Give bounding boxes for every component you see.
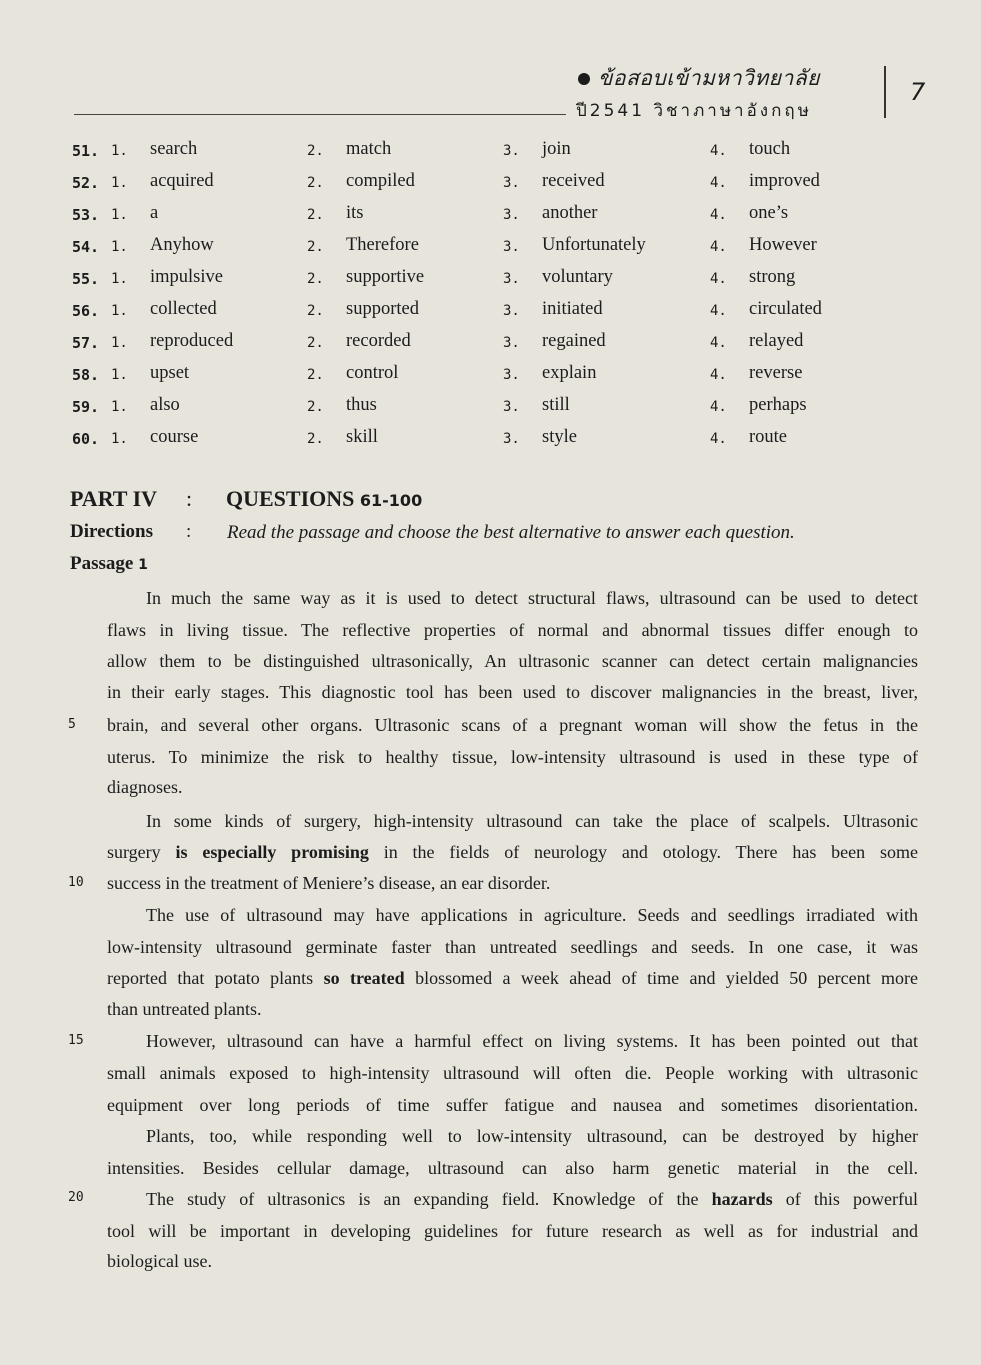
passage-line: intensities. Besides cellular damage, ultrasound can also harm genetic material in the cell. — [107, 1158, 918, 1178]
choice-option: Therefore — [346, 235, 419, 255]
choice-number: 2. — [307, 399, 324, 415]
choice-number: 2. — [307, 303, 324, 319]
question-row — [0, 427, 981, 455]
choice-number: 2. — [307, 143, 324, 159]
choice-option: relayed — [749, 331, 804, 351]
choice-option: strong — [749, 267, 796, 287]
line-number: 15 — [68, 1033, 84, 1048]
choice-number: 3. — [503, 303, 520, 319]
choice-number: 2. — [307, 239, 324, 255]
question-row — [0, 139, 981, 167]
choice-number: 3. — [503, 207, 520, 223]
choice-option: reverse — [749, 363, 803, 383]
choice-number: 2. — [307, 367, 324, 383]
choice-number: 4. — [710, 367, 727, 383]
choice-option: route — [749, 427, 788, 447]
choice-option: improved — [749, 171, 820, 191]
choice-option: thus — [346, 395, 377, 415]
choice-number: 3. — [503, 399, 520, 415]
emphasized-phrase: so treated — [323, 968, 405, 988]
question-number: 51. — [72, 142, 100, 160]
passage-line: than untreated plants. — [107, 999, 262, 1019]
choice-number: 3. — [503, 335, 520, 351]
choice-option: one’s — [749, 203, 789, 223]
choice-option: search — [150, 139, 198, 159]
choice-number: 4. — [710, 399, 727, 415]
question-row — [0, 203, 981, 231]
choice-option: skill — [346, 427, 378, 447]
choice-number: 3. — [503, 239, 520, 255]
choice-option: regained — [542, 331, 606, 351]
passage-line: The study of ultrasonics is an expanding field. Knowledge of the hazards of this powerful — [146, 1189, 919, 1209]
choice-option: supported — [346, 299, 419, 319]
passage-line: In some kinds of surgery, high-intensity ultrasound can take the place of scalpels. Ultrasonic — [146, 811, 918, 831]
directions-colon: : — [186, 521, 192, 542]
line-number: 10 — [68, 875, 84, 890]
choice-option: also — [150, 395, 180, 415]
choice-option: its — [346, 203, 364, 223]
choice-number: 1. — [111, 271, 128, 287]
choice-option: upset — [150, 363, 190, 383]
choice-number: 1. — [111, 175, 128, 191]
passage-label: Passage 1 — [70, 553, 148, 574]
choice-option: compiled — [346, 171, 415, 191]
question-number: 52. — [72, 174, 100, 192]
choice-option: Unfortunately — [542, 235, 646, 255]
passage-line: The use of ultrasound may have applications in agriculture. Seeds and seedlings irradiated with — [146, 905, 918, 925]
passage-line: in their early stages. This diagnostic tool has been used to discover malignancies in the breast, liver, — [107, 682, 918, 702]
passage-line: uterus. To minimize the risk to healthy tissue, low-intensity ultrasound is used in these type of — [107, 747, 918, 767]
choice-option: match — [346, 139, 392, 159]
choice-number: 3. — [503, 175, 520, 191]
question-row — [0, 299, 981, 327]
choice-option: Anyhow — [150, 235, 214, 255]
passage-line: allow them to be distinguished ultrasonically, An ultrasonic scanner can detect certain malignancies — [107, 651, 918, 671]
choice-number: 2. — [307, 335, 324, 351]
choice-number: 1. — [111, 399, 128, 415]
line-number: 20 — [68, 1190, 84, 1205]
passage-line: surgery is especially promising in the fields of neurology and otology. There has been some — [107, 842, 918, 862]
choice-option: recorded — [346, 331, 411, 351]
passage-line: In much the same way as it is used to detect structural flaws, ultrasound can be used to detect — [146, 588, 918, 608]
choice-option: voluntary — [542, 267, 613, 287]
choice-option: However — [749, 235, 817, 255]
directions-label: Directions — [70, 521, 154, 542]
choice-number: 4. — [710, 175, 727, 191]
choice-option: perhaps — [749, 395, 807, 415]
choice-number: 1. — [111, 335, 128, 351]
choice-option: received — [542, 171, 605, 191]
passage-line: flaws in living tissue. The reflective properties of normal and abnormal tissues differ enough to — [107, 620, 918, 640]
emphasized-word: hazards — [711, 1189, 773, 1209]
choice-option: join — [542, 139, 571, 159]
bullet-icon — [578, 73, 590, 85]
choice-number: 1. — [111, 303, 128, 319]
header-rule — [74, 114, 566, 115]
question-number: 56. — [72, 302, 100, 320]
question-number: 54. — [72, 238, 100, 256]
choice-number: 1. — [111, 367, 128, 383]
line-number: 5 — [68, 717, 76, 732]
passage-line: success in the treatment of Meniere’s disease, an ear disorder. — [107, 873, 551, 893]
question-row — [0, 331, 981, 359]
choice-number: 2. — [307, 207, 324, 223]
questions-heading: QUESTIONS 61-100 — [226, 486, 423, 511]
passage-line: low-intensity ultrasound germinate faster than untreated seedlings and seeds. In one case, it was — [107, 937, 918, 957]
choice-option: another — [542, 203, 598, 223]
choice-option: circulated — [749, 299, 822, 319]
passage-line: biological use. — [107, 1251, 212, 1271]
question-number: 55. — [72, 270, 100, 288]
passage-line: diagnoses. — [107, 777, 183, 797]
choice-number: 4. — [710, 143, 727, 159]
directions-text: Read the passage and choose the best alternative to answer each question. — [227, 522, 795, 543]
emphasized-phrase: is especially promising — [175, 842, 369, 862]
question-row — [0, 235, 981, 263]
choice-number: 4. — [710, 207, 727, 223]
passage-line: reported that potato plants so treated blossomed a week ahead of time and yielded 50 percent more — [107, 968, 919, 988]
question-row — [0, 363, 981, 391]
choice-option: style — [542, 427, 577, 447]
choice-number: 3. — [503, 431, 520, 447]
question-row — [0, 171, 981, 199]
passage-line: tool will be important in developing guidelines for future research as well as for industrial and — [107, 1221, 918, 1241]
passage-line: equipment over long periods of time suffer fatigue and nausea and sometimes disorientation. — [107, 1095, 918, 1115]
header-divider — [884, 66, 886, 118]
choice-option: acquired — [150, 171, 214, 191]
question-number: 59. — [72, 398, 100, 416]
choice-number: 3. — [503, 367, 520, 383]
choice-number: 3. — [503, 271, 520, 287]
choice-number: 4. — [710, 271, 727, 287]
choice-option: course — [150, 427, 199, 447]
choice-option: control — [346, 363, 399, 383]
choice-option: explain — [542, 363, 597, 383]
choice-option: touch — [749, 139, 791, 159]
question-number: 57. — [72, 334, 100, 352]
part-colon: : — [186, 486, 193, 511]
passage-line: Plants, too, while responding well to low-intensity ultrasound, can be destroyed by higher — [146, 1126, 918, 1146]
page-number: 7 — [910, 78, 926, 106]
choice-number: 1. — [111, 431, 128, 447]
question-number: 60. — [72, 430, 100, 448]
part-label: PART IV — [70, 486, 158, 511]
choice-option: a — [150, 203, 159, 223]
choice-number: 1. — [111, 239, 128, 255]
choice-option: supportive — [346, 267, 425, 287]
choice-number: 4. — [710, 431, 727, 447]
choice-option: reproduced — [150, 331, 234, 351]
header-subtitle: ปี2541 วิชาภาษาอังกฤษ — [576, 101, 812, 121]
choice-number: 4. — [710, 335, 727, 351]
choice-number: 4. — [710, 303, 727, 319]
choice-option: impulsive — [150, 267, 223, 287]
question-number: 58. — [72, 366, 100, 384]
choice-option: collected — [150, 299, 217, 319]
passage-line: However, ultrasound can have a harmful effect on living systems. It has been pointed out that — [146, 1031, 918, 1051]
choice-number: 4. — [710, 239, 727, 255]
question-row — [0, 267, 981, 295]
choice-number: 1. — [111, 207, 128, 223]
question-row — [0, 395, 981, 423]
passage-line: small animals exposed to high-intensity ultrasound will often die. People working with ultrasonic — [107, 1063, 918, 1083]
choice-number: 3. — [503, 143, 520, 159]
choice-option: initiated — [542, 299, 603, 319]
header-title: ข้อสอบเข้ามหาวิทยาลัย — [578, 62, 820, 95]
choice-number: 2. — [307, 175, 324, 191]
choice-number: 2. — [307, 431, 324, 447]
passage-line: brain, and several other organs. Ultrasonic scans of a pregnant woman will show the fetus in the — [107, 715, 918, 735]
choice-number: 1. — [111, 143, 128, 159]
choice-option: still — [542, 395, 570, 415]
choice-number: 2. — [307, 271, 324, 287]
question-number: 53. — [72, 206, 100, 224]
